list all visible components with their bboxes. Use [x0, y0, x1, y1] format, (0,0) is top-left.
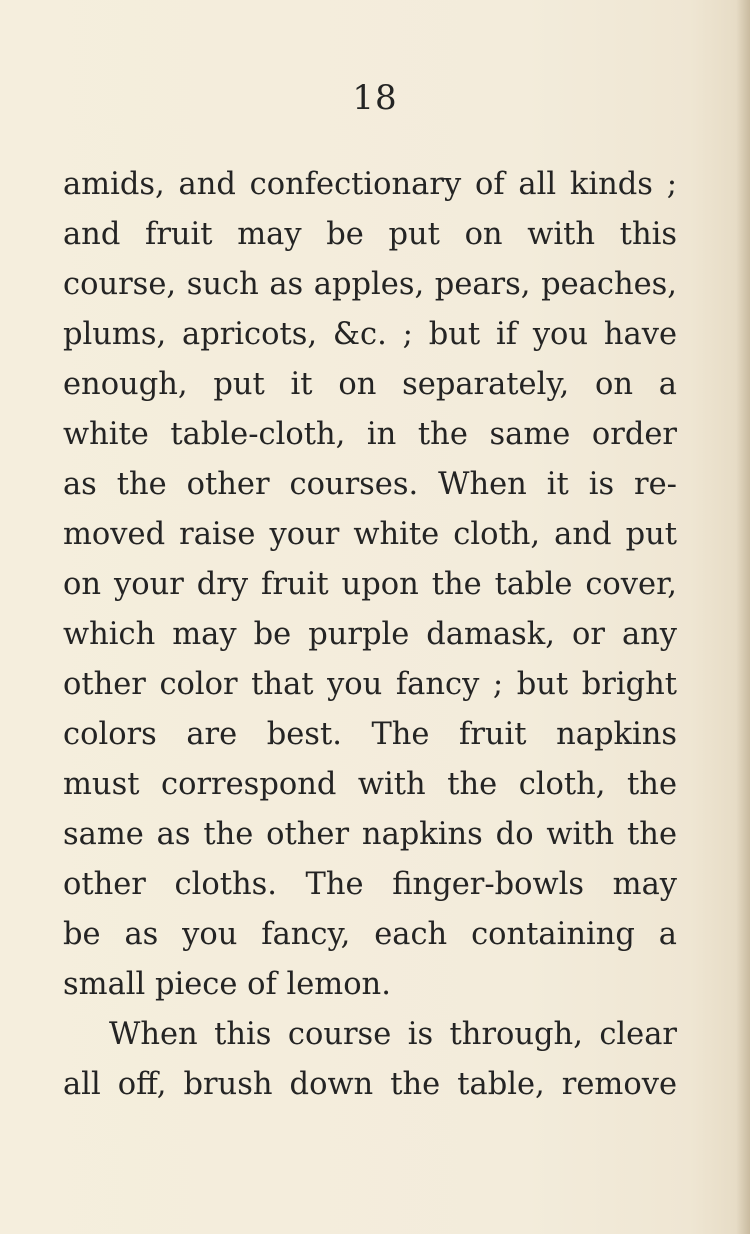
text-line: be as you fancy, each containing a — [63, 917, 677, 952]
page-number: 18 — [352, 78, 398, 118]
text-line: other cloths. The finger-bowls may — [63, 867, 677, 902]
text-line: other color that you fancy ; but bright — [63, 667, 677, 702]
text-line-paragraph-end: small piece of lemon. — [63, 967, 391, 1002]
text-line: colors are best. The fruit napkins — [63, 717, 677, 752]
text-line: amids, and confectionary of all kinds ; — [63, 167, 677, 202]
text-line: on your dry fruit upon the table cover, — [63, 567, 677, 602]
text-line: plums, apricots, &c. ; but if you have — [63, 317, 677, 352]
text-line-paragraph-start: When this course is through, clear — [109, 1017, 677, 1052]
text-line: enough, put it on separately, on a — [63, 367, 677, 402]
text-line: and fruit may be put on with this — [63, 217, 677, 252]
page-body-text — [63, 160, 677, 1110]
text-line: course, such as apples, pears, peaches, — [63, 267, 677, 302]
text-line: moved raise your white cloth, and put — [63, 517, 677, 552]
text-line: all off, brush down the table, remove — [63, 1067, 677, 1102]
text-line: same as the other napkins do with the — [63, 817, 677, 852]
page-edge-shadow — [736, 0, 750, 1234]
text-line: must correspond with the cloth, the — [63, 767, 677, 802]
text-line: white table-cloth, in the same order — [63, 417, 677, 452]
text-line: which may be purple damask, or any — [63, 617, 677, 652]
text-line: as the other courses. When it is re- — [63, 467, 677, 502]
